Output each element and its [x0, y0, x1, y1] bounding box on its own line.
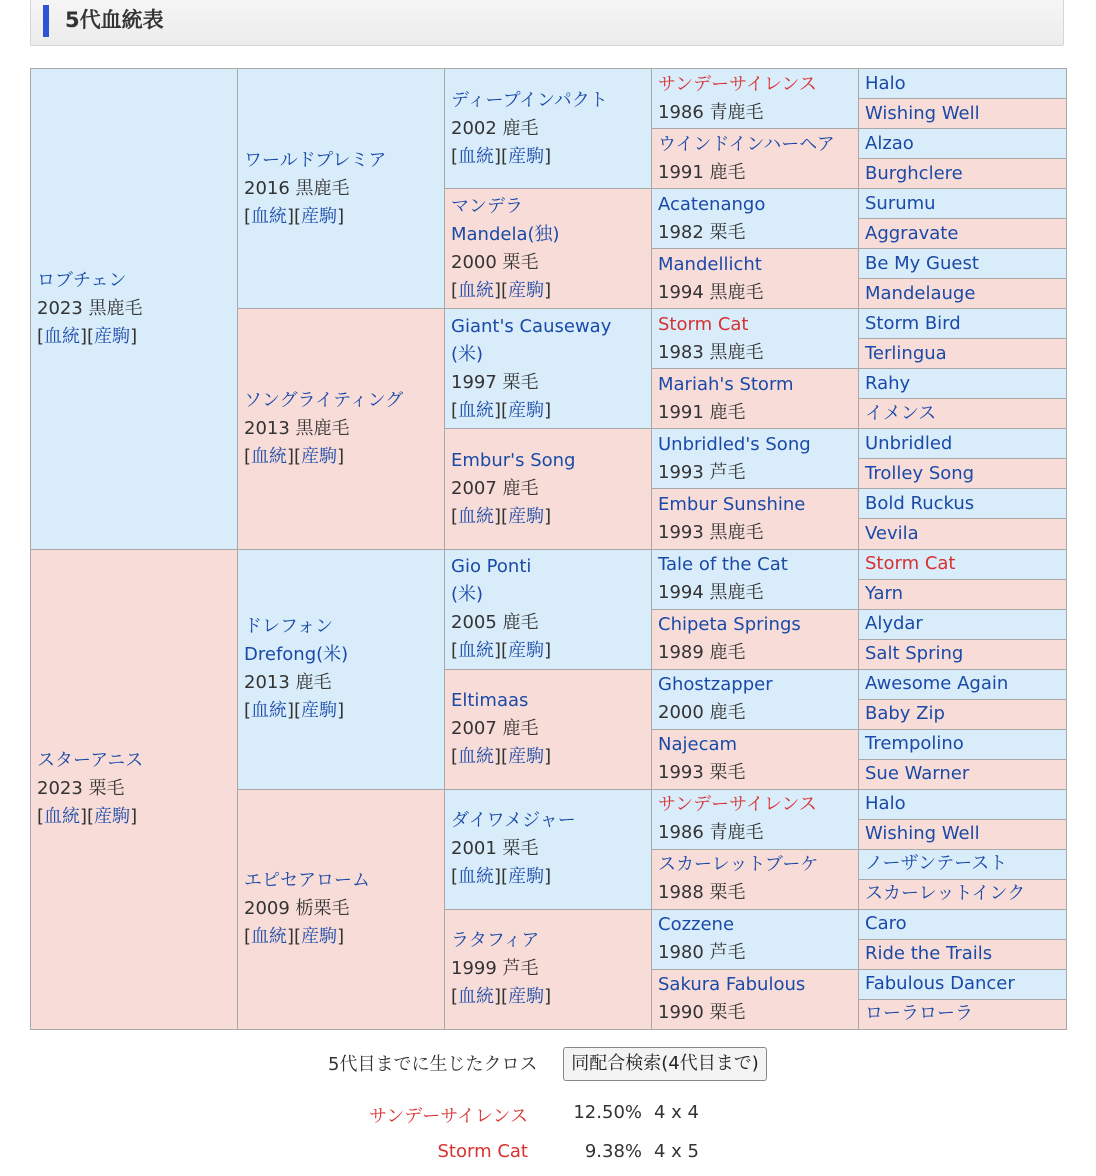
horse-name-g5-23[interactable]: Sue Warner	[865, 763, 970, 785]
pedigree-cell-g4-7	[652, 489, 859, 549]
pedigree-cell-g5-6	[859, 249, 1067, 279]
horse-g2-0-links: [血統][産駒]	[244, 205, 345, 227]
horse-name-g5-0[interactable]: Halo	[865, 72, 906, 94]
horse-g1-1-pedigree-link[interactable]: 血統	[44, 806, 81, 828]
horse-name-g4-10[interactable]: Ghostzapper	[658, 674, 773, 696]
horse-origin-g3-2[interactable]: (米)	[451, 343, 484, 365]
horse-g3-1-links: [血統][産駒]	[451, 279, 552, 301]
horse-name-g3-2[interactable]: Giant's Causeway	[451, 315, 612, 337]
horse-g3-7-breeding-link[interactable]: 産駒	[508, 986, 545, 1008]
horse-year-g2-2: 2013 鹿毛	[244, 672, 332, 694]
horse-g3-1-breeding-link[interactable]: 産駒	[508, 279, 545, 301]
pedigree-cell-g4-0	[652, 69, 859, 129]
pedigree-cell-g3-1	[445, 189, 652, 309]
pedigree-cell-g4-12	[652, 789, 859, 849]
pedigree-cell-g4-1	[652, 129, 859, 189]
pedigree-cell-g3-0	[445, 69, 652, 189]
pedigree-cell-g5-10	[859, 369, 1067, 399]
cross-name[interactable]: サンデーサイレンス	[369, 1106, 528, 1127]
horse-name-g3-3[interactable]: Embur's Song	[451, 449, 576, 471]
cross-item	[330, 1141, 528, 1169]
horse-name-g5-11[interactable]: イメンス	[865, 402, 937, 424]
horse-name-g3-1[interactable]: マンデラ	[451, 195, 523, 217]
pedigree-cell-g4-4	[652, 309, 859, 369]
pedigree-cell-g4-11	[652, 729, 859, 789]
horse-g2-3-pedigree-link[interactable]: 血統	[251, 926, 288, 948]
horse-g3-4-links: [血統][産駒]	[451, 640, 552, 662]
pedigree-cell-g5-2	[859, 129, 1067, 159]
pedigree-row	[31, 69, 1067, 99]
horse-year-g4-12: 1986 青鹿毛	[658, 822, 764, 844]
pedigree-cell-g2-3	[238, 789, 445, 1029]
horse-name-g3-0[interactable]: ディープインパクト	[451, 89, 608, 111]
horse-name-g5-3[interactable]: Burghclere	[865, 162, 963, 184]
horse-name-g4-0[interactable]: サンデーサイレンス	[658, 73, 817, 95]
horse-name-g4-7[interactable]: Embur Sunshine	[658, 493, 806, 515]
horse-g3-6-breeding-link[interactable]: 産駒	[508, 866, 545, 888]
pedigree-cell-g5-24	[859, 789, 1067, 819]
horse-name-g5-31[interactable]: ローラローラ	[865, 1003, 973, 1025]
horse-g2-0-pedigree-link[interactable]: 血統	[251, 205, 288, 227]
horse-name-g4-12[interactable]: サンデーサイレンス	[658, 794, 817, 816]
horse-name-g4-9[interactable]: Chipeta Springs	[658, 614, 801, 636]
horse-name-g5-7[interactable]: Mandelauge	[865, 282, 976, 304]
horse-year-g4-15: 1990 栗毛	[658, 1002, 746, 1024]
horse-name-g5-24[interactable]: Halo	[865, 793, 906, 815]
pedigree-cell-g5-16	[859, 549, 1067, 579]
horse-year-g2-3: 2009 栃栗毛	[244, 898, 350, 920]
pedigree-cell-g5-27	[859, 879, 1067, 909]
horse-name-g5-28[interactable]: Caro	[865, 913, 907, 935]
horse-year-g4-0: 1986 青鹿毛	[658, 101, 764, 123]
horse-year-g2-1: 2013 黒鹿毛	[244, 417, 350, 439]
horse-g3-6-pedigree-link[interactable]: 血統	[458, 866, 495, 888]
horse-name-g5-22[interactable]: Trempolino	[865, 733, 964, 755]
horse-year-g4-11: 1993 栗毛	[658, 762, 746, 784]
horse-name-g5-9[interactable]: Terlingua	[865, 342, 947, 364]
section-title: 5代血統表	[65, 8, 164, 32]
pedigree-cell-g5-11	[859, 399, 1067, 429]
pedigree-cell-g5-7	[859, 279, 1067, 309]
horse-name-g5-19[interactable]: Salt Spring	[865, 643, 964, 665]
horse-year-g1-1: 2023 栗毛	[37, 778, 125, 800]
cross-item	[330, 1102, 528, 1130]
horse-year-g3-2: 1997 栗毛	[451, 371, 539, 393]
horse-g2-0-breeding-link[interactable]: 産駒	[301, 205, 338, 227]
horse-g2-1-breeding-link[interactable]: 産駒	[301, 445, 338, 467]
pedigree-cell-g5-23	[859, 759, 1067, 789]
horse-name-g4-5[interactable]: Mariah's Storm	[658, 373, 794, 395]
pedigree-cell-g5-13	[859, 459, 1067, 489]
horse-g1-1-links: [血統][産駒]	[37, 806, 138, 828]
pedigree-cell-g2-2	[238, 549, 445, 789]
horse-year-g4-5: 1991 鹿毛	[658, 401, 746, 423]
pedigree-cell-g4-3	[652, 249, 859, 309]
horse-g1-0-pedigree-link[interactable]: 血統	[44, 325, 81, 347]
horse-year-g3-7: 1999 芦毛	[451, 958, 539, 980]
horse-g3-2-breeding-link[interactable]: 産駒	[508, 399, 545, 421]
horse-origin-g3-4[interactable]: (米)	[451, 584, 484, 606]
horse-name-g5-2[interactable]: Alzao	[865, 132, 914, 154]
pedigree-cell-g4-13	[652, 849, 859, 909]
horse-name-g3-4[interactable]: Gio Ponti	[451, 556, 532, 578]
horse-year-g4-8: 1994 黒鹿毛	[658, 582, 764, 604]
horse-g3-1-pedigree-link[interactable]: 血統	[458, 279, 495, 301]
pedigree-cell-g5-17	[859, 579, 1067, 609]
horse-name-g2-2[interactable]: ドレフォン	[244, 616, 334, 638]
pedigree-cell-g5-26	[859, 849, 1067, 879]
horse-year-g4-4: 1983 黒鹿毛	[658, 341, 764, 363]
horse-g3-2-pedigree-link[interactable]: 血統	[458, 399, 495, 421]
horse-g3-0-pedigree-link[interactable]: 血統	[458, 145, 495, 167]
horse-year-g4-3: 1994 黒鹿毛	[658, 281, 764, 303]
pedigree-cell-g3-4	[445, 549, 652, 669]
pedigree-cell-g5-9	[859, 339, 1067, 369]
pedigree-cell-g3-6	[445, 789, 652, 909]
cross-generation: 4 x 5	[654, 1141, 699, 1162]
horse-name-g4-14[interactable]: Cozzene	[658, 914, 735, 936]
pedigree-cell-g5-3	[859, 159, 1067, 189]
horse-year-g4-14: 1980 芦毛	[658, 942, 746, 964]
pedigree-cell-g3-3	[445, 429, 652, 549]
horse-name-g1-1[interactable]: スターアニス	[37, 750, 144, 772]
horse-year-g4-6: 1993 芦毛	[658, 461, 746, 483]
horse-name-g4-15[interactable]: Sakura Fabulous	[658, 974, 806, 996]
pedigree-cell-g5-4	[859, 189, 1067, 219]
horse-name-g5-1[interactable]: Wishing Well	[865, 102, 980, 124]
pedigree-table	[30, 68, 1067, 1030]
cross-percent: 9.38%	[584, 1141, 642, 1162]
horse-g2-2-breeding-link[interactable]: 産駒	[301, 700, 338, 722]
pedigree-cell-g3-5	[445, 669, 652, 789]
horse-name-g4-2[interactable]: Acatenango	[658, 193, 766, 215]
pedigree-cell-g1-1	[31, 549, 238, 1030]
horse-name-g5-6[interactable]: Be My Guest	[865, 252, 979, 274]
pedigree-cell-g5-20	[859, 669, 1067, 699]
horse-year-g3-6: 2001 栗毛	[451, 838, 539, 860]
horse-g3-0-links: [血統][産駒]	[451, 145, 552, 167]
pedigree-cell-g4-15	[652, 969, 859, 1029]
horse-name-g5-12[interactable]: Unbridled	[865, 432, 953, 454]
horse-name-g4-13[interactable]: スカーレットブーケ	[658, 854, 819, 876]
pedigree-cell-g5-28	[859, 909, 1067, 939]
pedigree-cell-g5-19	[859, 639, 1067, 669]
horse-name-g5-5[interactable]: Aggravate	[865, 222, 959, 244]
horse-name-g5-26[interactable]: ノーザンテースト	[865, 853, 1008, 875]
horse-g3-7-links: [血統][産駒]	[451, 986, 552, 1008]
pedigree-cell-g4-8	[652, 549, 859, 609]
horse-name-g5-29[interactable]: Ride the Trails	[865, 943, 993, 965]
horse-origin-g3-1[interactable]: Mandela(独)	[451, 223, 560, 245]
horse-year-g4-2: 1982 栗毛	[658, 221, 746, 243]
horse-name-g4-6[interactable]: Unbridled's Song	[658, 433, 811, 455]
horse-g1-0-links: [血統][産駒]	[37, 325, 138, 347]
horse-name-g5-21[interactable]: Baby Zip	[865, 703, 945, 725]
cross-name[interactable]: Storm Cat	[437, 1141, 528, 1162]
horse-year-g4-9: 1989 鹿毛	[658, 642, 746, 664]
pedigree-cell-g4-14	[652, 909, 859, 969]
horse-name-g4-11[interactable]: Najecam	[658, 734, 738, 756]
pedigree-cell-g5-31	[859, 999, 1067, 1029]
horse-year-g3-1: 2000 栗毛	[451, 251, 539, 273]
horse-year-g4-13: 1988 栗毛	[658, 882, 746, 904]
horse-name-g5-13[interactable]: Trolley Song	[865, 462, 975, 484]
horse-g2-2-links: [血統][産駒]	[244, 700, 345, 722]
horse-year-g3-5: 2007 鹿毛	[451, 718, 539, 740]
pedigree-cell-g5-14	[859, 489, 1067, 519]
horse-g2-3-links: [血統][産駒]	[244, 926, 345, 948]
horse-year-g4-7: 1993 黒鹿毛	[658, 521, 764, 543]
section-accent-bar	[43, 5, 49, 37]
pedigree-cell-g1-0	[31, 69, 238, 550]
horse-g3-7-pedigree-link[interactable]: 血統	[458, 986, 495, 1008]
pedigree-cell-g5-12	[859, 429, 1067, 459]
horse-name-g5-18[interactable]: Alydar	[865, 613, 923, 635]
horse-name-g5-27[interactable]: スカーレットインク	[865, 883, 1026, 905]
horse-g3-3-pedigree-link[interactable]: 血統	[458, 505, 495, 527]
horse-name-g5-20[interactable]: Awesome Again	[865, 673, 1009, 695]
pedigree-cell-g5-15	[859, 519, 1067, 549]
horse-name-g5-4[interactable]: Surumu	[865, 192, 936, 214]
horse-g3-5-breeding-link[interactable]: 産駒	[508, 746, 545, 768]
horse-year-g4-10: 2000 鹿毛	[658, 702, 746, 724]
horse-name-g5-30[interactable]: Fabulous Dancer	[865, 973, 1015, 995]
pedigree-cell-g2-1	[238, 309, 445, 549]
horse-g3-4-pedigree-link[interactable]: 血統	[458, 640, 495, 662]
pedigree-cell-g4-6	[652, 429, 859, 489]
horse-name-g5-14[interactable]: Bold Ruckus	[865, 492, 975, 514]
pedigree-cell-g4-2	[652, 189, 859, 249]
horse-name-g5-15[interactable]: Vevila	[865, 522, 919, 544]
horse-name-g3-6[interactable]: ダイワメジャー	[451, 810, 576, 832]
horse-name-g4-3[interactable]: Mandellicht	[658, 253, 762, 275]
horse-year-g3-0: 2002 鹿毛	[451, 117, 539, 139]
horse-g2-2-pedigree-link[interactable]: 血統	[251, 700, 288, 722]
horse-g2-1-links: [血統][産駒]	[244, 445, 345, 467]
pedigree-cell-g5-22	[859, 729, 1067, 759]
horse-name-g2-0[interactable]: ワールドプレミア	[244, 149, 387, 171]
horse-name-g1-0[interactable]: ロブチェン	[37, 269, 127, 291]
pedigree-cell-g2-0	[238, 69, 445, 309]
cross-generation: 4 x 4	[654, 1102, 699, 1123]
horse-g3-3-breeding-link[interactable]: 産駒	[508, 505, 545, 527]
horse-g3-3-links: [血統][産駒]	[451, 505, 552, 527]
horse-g3-5-pedigree-link[interactable]: 血統	[458, 746, 495, 768]
pedigree-row	[31, 549, 1067, 579]
horse-g1-1-breeding-link[interactable]: 産駒	[94, 806, 131, 828]
pedigree-cell-g5-8	[859, 309, 1067, 339]
pedigree-cell-g5-30	[859, 969, 1067, 999]
horse-name-g5-10[interactable]: Rahy	[865, 372, 911, 394]
horse-g3-5-links: [血統][産駒]	[451, 746, 552, 768]
horse-g1-0-breeding-link[interactable]: 産駒	[94, 325, 131, 347]
horse-name-g5-16[interactable]: Storm Cat	[865, 553, 956, 575]
pedigree-cell-g3-2	[445, 309, 652, 429]
horse-name-g5-17[interactable]: Yarn	[865, 583, 904, 605]
horse-origin-g2-2[interactable]: Drefong(米)	[244, 644, 349, 666]
pedigree-cell-g3-7	[445, 909, 652, 1029]
cross-label: 5代目までに生じたクロス	[328, 1054, 538, 1075]
horse-name-g4-1[interactable]: ウインドインハーヘア	[658, 133, 835, 155]
pedigree-cell-g5-25	[859, 819, 1067, 849]
horse-year-g1-0: 2023 黒鹿毛	[37, 297, 143, 319]
horse-name-g2-3[interactable]: エピセアローム	[244, 870, 370, 892]
pedigree-cell-g5-5	[859, 219, 1067, 249]
horse-name-g4-8[interactable]: Tale of the Cat	[658, 554, 788, 576]
horse-year-g3-4: 2005 鹿毛	[451, 612, 539, 634]
horse-g3-4-breeding-link[interactable]: 産駒	[508, 640, 545, 662]
pedigree-cell-g5-1	[859, 99, 1067, 129]
pedigree-cell-g4-10	[652, 669, 859, 729]
horse-g3-6-links: [血統][産駒]	[451, 866, 552, 888]
horse-g2-1-pedigree-link[interactable]: 血統	[251, 445, 288, 467]
horse-name-g4-4[interactable]: Storm Cat	[658, 313, 749, 335]
horse-year-g2-0: 2016 黒鹿毛	[244, 177, 350, 199]
horse-name-g5-8[interactable]: Storm Bird	[865, 312, 961, 334]
horse-g3-0-breeding-link[interactable]: 産駒	[508, 145, 545, 167]
horse-name-g3-7[interactable]: ラタフィア	[451, 930, 540, 952]
horse-g3-2-links: [血統][産駒]	[451, 399, 552, 421]
horse-g2-3-breeding-link[interactable]: 産駒	[301, 926, 338, 948]
same-mating-search-button[interactable]: 同配合検索(4代目まで)	[563, 1047, 767, 1081]
pedigree-cell-g5-18	[859, 609, 1067, 639]
pedigree-cell-g5-21	[859, 699, 1067, 729]
horse-year-g4-1: 1991 鹿毛	[658, 161, 746, 183]
pedigree-cell-g5-29	[859, 939, 1067, 969]
section-header	[30, 0, 1064, 46]
horse-name-g2-1[interactable]: ソングライティング	[244, 389, 404, 411]
pedigree-cell-g5-0	[859, 69, 1067, 99]
horse-year-g3-3: 2007 鹿毛	[451, 477, 539, 499]
pedigree-cell-g4-9	[652, 609, 859, 669]
horse-name-g3-5[interactable]: Eltimaas	[451, 690, 529, 712]
pedigree-cell-g4-5	[652, 369, 859, 429]
cross-percent: 12.50%	[573, 1102, 642, 1123]
horse-name-g5-25[interactable]: Wishing Well	[865, 823, 980, 845]
